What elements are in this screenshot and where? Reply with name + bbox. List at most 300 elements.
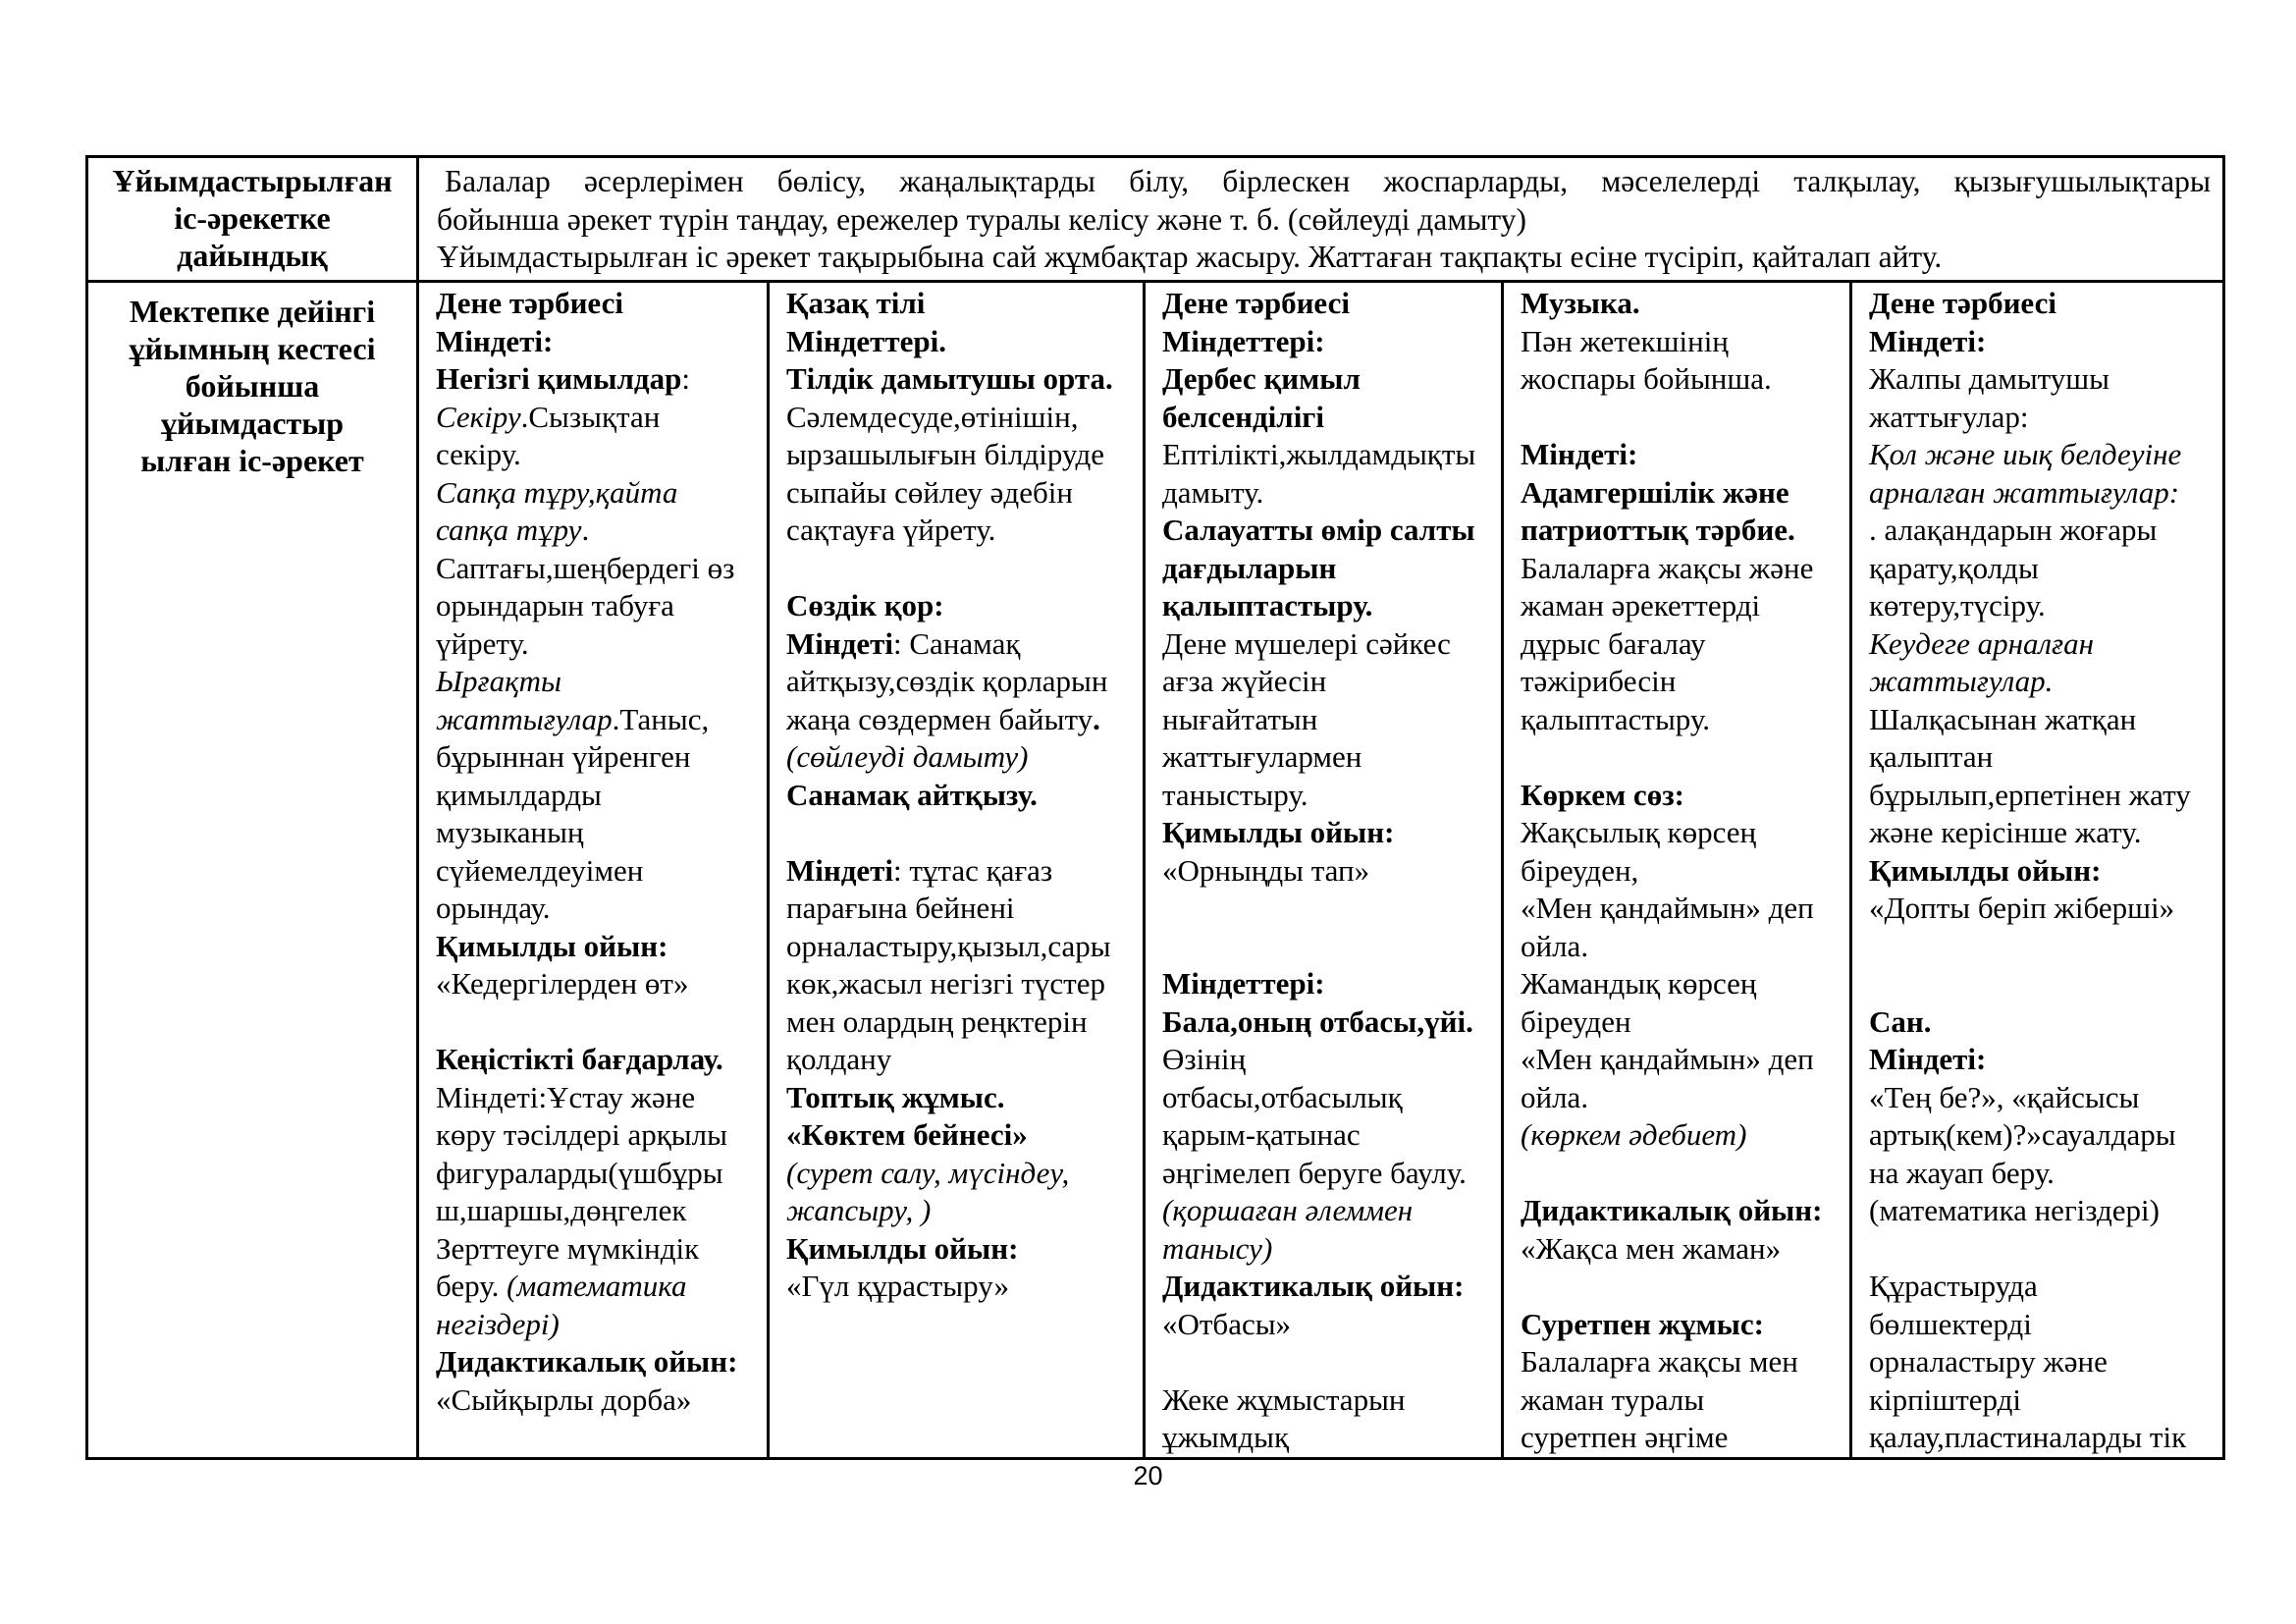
header-line: ұйымдастыр bbox=[160, 406, 345, 441]
cell-line bbox=[786, 852, 1139, 891]
cell-line bbox=[1162, 1116, 1497, 1155]
cell-text: Міндеті: bbox=[1521, 437, 1638, 471]
cell-line bbox=[1869, 360, 2218, 399]
day-column-2 bbox=[769, 282, 1145, 1459]
cell-text: «Жақса мен жаман» bbox=[1521, 1230, 1782, 1266]
day-column-3 bbox=[1145, 282, 1503, 1459]
cell-text: Жақсылық көрсең bbox=[1521, 815, 1757, 849]
cell-line bbox=[1869, 436, 2218, 474]
cell-text: ағза жүйесін bbox=[1162, 664, 1327, 698]
cell-line bbox=[1521, 474, 1845, 513]
cell-text: Балаларға жақсы мен bbox=[1521, 1344, 1798, 1379]
cell-text: Құрастыруда bbox=[1869, 1269, 2038, 1303]
cell-line bbox=[786, 928, 1139, 966]
cell-line bbox=[786, 965, 1139, 1003]
cell-text: дамыту. bbox=[1162, 474, 1264, 510]
cell-text: Балаларға жақсы және bbox=[1521, 550, 1814, 585]
cell-line bbox=[786, 625, 1139, 664]
cell-line bbox=[1521, 814, 1845, 852]
cell-line bbox=[1521, 1003, 1845, 1042]
header-line: Ұйымдастырылған bbox=[112, 163, 393, 198]
cell-line bbox=[786, 701, 1139, 739]
cell-text: (сөйлеуді дамыту) bbox=[786, 739, 1029, 774]
cell-text: және керісінше жату. bbox=[1869, 815, 2142, 849]
cell-line bbox=[436, 814, 763, 852]
cell-line bbox=[1162, 852, 1497, 891]
cell-text: Дене тәрбиесі bbox=[436, 286, 623, 320]
cell-line bbox=[436, 1192, 763, 1230]
cell-text: Міндеті: bbox=[1869, 323, 1987, 358]
cell-line bbox=[436, 777, 763, 815]
cell-text: (қоршаған әлеммен bbox=[1162, 1193, 1414, 1227]
cell-text: «Отбасы» bbox=[1162, 1306, 1292, 1341]
cell-line bbox=[1162, 814, 1497, 852]
cell-text: ш,шаршы,дөңгелек bbox=[436, 1193, 687, 1227]
cell-text: жапсыру, ) bbox=[786, 1193, 932, 1227]
cell-line bbox=[786, 738, 1139, 777]
cell-line bbox=[786, 1268, 1139, 1306]
cell-text: жаңа сөздермен байыту bbox=[786, 701, 1094, 736]
cell-line bbox=[786, 323, 1139, 361]
cell-text: Міндеті: bbox=[1869, 1042, 1987, 1076]
cell-line bbox=[786, 777, 1139, 815]
cell-line bbox=[1162, 777, 1497, 815]
cell-text: : Санамақ bbox=[893, 625, 1021, 661]
cell-line bbox=[786, 1116, 1139, 1155]
cell-text: Дидактикалық ойын: bbox=[1521, 1193, 1823, 1227]
cell-line bbox=[1162, 587, 1497, 625]
cell-line bbox=[1521, 436, 1845, 474]
cell-line bbox=[1869, 1268, 2218, 1306]
header-line: бойынша bbox=[185, 368, 320, 404]
cell-line bbox=[1162, 890, 1497, 928]
cell-text: танысу) bbox=[1162, 1230, 1273, 1266]
header-line: іс-әрекетке bbox=[174, 200, 331, 236]
cell-text: артық(кем)?»сауалдары bbox=[1869, 1117, 2176, 1152]
cell-line bbox=[1869, 663, 2218, 701]
cell-line bbox=[1521, 965, 1845, 1003]
cell-text: қарату,қолды bbox=[1869, 550, 2039, 585]
cell-text: бөлшектерді bbox=[1869, 1306, 2032, 1341]
cell-text: біреуден, bbox=[1521, 852, 1639, 888]
cell-text: Кеңістікті бағдарлау. bbox=[436, 1042, 723, 1076]
cell-text: сүйемелдеуімен bbox=[436, 852, 644, 888]
cell-line bbox=[1521, 285, 1845, 323]
cell-text: үйрету. bbox=[436, 625, 529, 661]
cell-text: қимылдарды bbox=[436, 777, 602, 812]
cell-text: Кеудеге арналған bbox=[1869, 625, 2095, 661]
cell-text: жаттығулар bbox=[436, 701, 613, 736]
cell-line bbox=[1869, 1155, 2218, 1193]
cell-line bbox=[1162, 1041, 1497, 1079]
cell-line bbox=[1869, 1041, 2218, 1079]
cell-line bbox=[1521, 1343, 1845, 1381]
cell-text: отбасы,отбасылық bbox=[1162, 1079, 1403, 1114]
cell-text: . алақандарын жоғары bbox=[1869, 513, 2158, 547]
cell-text: «Тең бе?», «қайсысы bbox=[1869, 1079, 2140, 1114]
cell-line bbox=[436, 625, 763, 664]
cell-line bbox=[1162, 323, 1497, 361]
cell-text: жаттығулар. bbox=[1869, 664, 2054, 698]
cell-text: бұрылып,ерпетінен жату bbox=[1869, 777, 2191, 812]
cell-text: (математика bbox=[507, 1269, 687, 1303]
day-column-5 bbox=[1851, 282, 2224, 1459]
cell-line bbox=[1521, 1419, 1845, 1457]
cell-text: Дидактикалық ойын: bbox=[436, 1344, 738, 1379]
cell-text: Дене тәрбиесі bbox=[1869, 286, 2056, 320]
cell-text: сапқа тұру bbox=[436, 513, 582, 547]
cell-text: секіру. bbox=[436, 437, 521, 471]
cell-line bbox=[1521, 1116, 1845, 1155]
cell-text: кірпіштерді bbox=[1869, 1381, 2022, 1417]
cell-line bbox=[1521, 399, 1845, 437]
cell-line bbox=[1521, 701, 1845, 739]
cell-text: : bbox=[681, 361, 690, 396]
cell-line bbox=[1869, 1079, 2218, 1117]
cell-line bbox=[1521, 1041, 1845, 1079]
cell-line bbox=[1869, 1381, 2218, 1420]
cell-text: Қол және иық белдеуіне bbox=[1869, 437, 2182, 471]
cell-line bbox=[1869, 1192, 2218, 1230]
cell-text: (математика негіздері) bbox=[1869, 1193, 2160, 1227]
cell-text: на жауап беру. bbox=[1869, 1155, 2055, 1190]
cell-text: Дидактикалық ойын: bbox=[1162, 1269, 1465, 1303]
header-line: ұйымның кестесі bbox=[129, 331, 376, 366]
cell-line bbox=[1521, 1268, 1845, 1306]
cell-line bbox=[1162, 285, 1497, 323]
cell-line bbox=[436, 1003, 763, 1042]
cell-line bbox=[1162, 360, 1497, 399]
cell-text: Міндеттері: bbox=[1162, 323, 1325, 358]
cell-text: суретпен әңгіме bbox=[1521, 1420, 1729, 1454]
cell-line bbox=[436, 1306, 763, 1344]
cell-line bbox=[436, 550, 763, 588]
cell-line bbox=[1869, 777, 2218, 815]
cell-line bbox=[1521, 1306, 1845, 1344]
cell-line bbox=[436, 663, 763, 701]
cell-line bbox=[1869, 512, 2218, 550]
cell-text: Саптағы,шеңбердегі өз bbox=[436, 550, 735, 585]
preparation-line: бойынша әрекет түрін таңдау, ережелер туралы келісу және т. б. (сөйлеуді дамыту) bbox=[437, 201, 1527, 237]
cell-line bbox=[1869, 587, 2218, 625]
cell-line bbox=[786, 360, 1139, 399]
cell-text: : тұтас қағаз bbox=[893, 852, 1053, 888]
cell-line bbox=[1521, 360, 1845, 399]
cell-text: Қимылды ойын: bbox=[786, 1230, 1019, 1266]
cell-line bbox=[436, 436, 763, 474]
cell-text: Топтық жұмыс. bbox=[786, 1079, 1005, 1114]
cell-text: . bbox=[1093, 701, 1100, 736]
cell-text: сыпайы сөйлеу әдебін bbox=[786, 474, 1073, 510]
preparation-text bbox=[418, 157, 2224, 282]
cell-text: «Мен қандаймын» деп bbox=[1521, 891, 1814, 925]
cell-text: белсенділігі bbox=[1162, 399, 1324, 434]
cell-line bbox=[1162, 512, 1497, 550]
cell-text: (сурет салу, мүсіндеу, bbox=[786, 1155, 1070, 1190]
cell-line bbox=[436, 890, 763, 928]
cell-text: «Көктем бейнесі» bbox=[786, 1117, 1028, 1152]
cell-text: негіздері) bbox=[436, 1306, 560, 1341]
cell-text: Көркем сөз: bbox=[1521, 777, 1684, 812]
cell-line bbox=[1869, 738, 2218, 777]
cell-line bbox=[1162, 1268, 1497, 1306]
cell-text: Суретпен жұмыс: bbox=[1521, 1306, 1764, 1341]
cell-line bbox=[786, 1079, 1139, 1117]
cell-text: орналастыру,қызыл,сары bbox=[786, 928, 1111, 963]
cell-line bbox=[1869, 1306, 2218, 1344]
cell-line bbox=[1521, 625, 1845, 664]
cell-line bbox=[1162, 1343, 1497, 1381]
cell-line bbox=[1521, 1192, 1845, 1230]
cell-line bbox=[436, 928, 763, 966]
cell-line bbox=[436, 474, 763, 513]
cell-line bbox=[1521, 1230, 1845, 1269]
cell-line bbox=[1162, 663, 1497, 701]
cell-line bbox=[1869, 399, 2218, 437]
cell-text: Міндеті bbox=[786, 852, 894, 888]
cell-line bbox=[786, 1230, 1139, 1269]
header-line: Мектепке дейінгі bbox=[129, 294, 376, 329]
cell-text: Музыка. bbox=[1521, 286, 1640, 320]
cell-line bbox=[786, 1041, 1139, 1079]
cell-text: таныстыру. bbox=[1162, 777, 1308, 812]
cell-line bbox=[1521, 777, 1845, 815]
cell-line bbox=[786, 436, 1139, 474]
cell-text: ойла. bbox=[1521, 1079, 1589, 1114]
cell-line bbox=[1162, 701, 1497, 739]
cell-line bbox=[786, 890, 1139, 928]
cell-text: ойла. bbox=[1521, 928, 1589, 963]
cell-line bbox=[436, 701, 763, 739]
cell-line bbox=[786, 1003, 1139, 1042]
cell-text: Сөздік қор: bbox=[786, 588, 944, 623]
cell-line bbox=[1521, 587, 1845, 625]
cell-line bbox=[786, 587, 1139, 625]
cell-text: Тілдік дамытушы орта. bbox=[786, 361, 1113, 396]
cell-line bbox=[1162, 1381, 1497, 1420]
cell-text: Міндеттері: bbox=[1162, 966, 1325, 1001]
cell-line bbox=[1162, 928, 1497, 966]
cell-text: сақтауға үйрету. bbox=[786, 513, 996, 547]
cell-line bbox=[1869, 1419, 2218, 1457]
cell-line bbox=[1521, 1381, 1845, 1420]
cell-line bbox=[1162, 399, 1497, 437]
cell-text: «Мен қандаймын» деп bbox=[1521, 1042, 1814, 1076]
cell-line bbox=[1869, 1116, 2218, 1155]
cell-line bbox=[1162, 625, 1497, 664]
cell-text: бұрыннан үйренген bbox=[436, 739, 691, 774]
cell-text: «Орныңды тап» bbox=[1162, 852, 1370, 888]
cell-text: Адамгершілік және bbox=[1521, 474, 1789, 510]
cell-text: Дене мүшелері сәйкес bbox=[1162, 625, 1451, 661]
cell-text: «Допты беріп жіберші» bbox=[1869, 891, 2175, 925]
cell-line bbox=[1162, 1306, 1497, 1344]
cell-text: біреуден bbox=[1521, 1003, 1631, 1039]
cell-line bbox=[1521, 928, 1845, 966]
cell-text: қалыптастыру. bbox=[1521, 701, 1711, 736]
cell-text: Міндеті: bbox=[436, 323, 554, 358]
day-column-1 bbox=[418, 282, 769, 1459]
preparation-line: Балалар әсерлерімен бөлісу, жаңалықтарды білу, бірлескен жоспарларды, мәселелерді талқылау, қызығушылықтары bbox=[445, 164, 2212, 198]
cell-text: көру тәсілдері арқылы bbox=[436, 1117, 727, 1152]
cell-text: көк,жасыл негізгі түстер bbox=[786, 966, 1105, 1001]
cell-text: айтқызу,сөздік қорларын bbox=[786, 664, 1108, 698]
cell-text: Міндеттері. bbox=[786, 323, 946, 358]
cell-line bbox=[1869, 474, 2218, 513]
cell-text: қалау,пластиналарды тік bbox=[1869, 1420, 2187, 1454]
cell-text: жаман туралы bbox=[1521, 1381, 1705, 1417]
cell-line bbox=[436, 399, 763, 437]
cell-line bbox=[1521, 1079, 1845, 1117]
cell-line bbox=[1869, 625, 2218, 664]
cell-text: «Сыйқырлы дорба» bbox=[436, 1381, 692, 1417]
cell-text: «Гүл құрастыру» bbox=[786, 1269, 1009, 1303]
cell-line bbox=[1869, 701, 2218, 739]
cell-line bbox=[1162, 1079, 1497, 1117]
cell-line bbox=[436, 1079, 763, 1117]
cell-text: беру. bbox=[436, 1269, 507, 1303]
header-line: дайындық bbox=[177, 238, 328, 273]
cell-text: жаман әрекеттерді bbox=[1521, 588, 1761, 623]
cell-line bbox=[436, 1116, 763, 1155]
cell-line bbox=[1162, 550, 1497, 588]
cell-line bbox=[1521, 550, 1845, 588]
cell-line bbox=[436, 360, 763, 399]
cell-text: қалыптастыру. bbox=[1162, 588, 1373, 623]
cell-line bbox=[786, 1192, 1139, 1230]
cell-line bbox=[1162, 1230, 1497, 1269]
cell-line bbox=[1162, 474, 1497, 513]
cell-line bbox=[1521, 323, 1845, 361]
cell-text: Бала,оның отбасы,үйі. bbox=[1162, 1003, 1473, 1039]
cell-text: Сапқа тұру,қайта bbox=[436, 474, 678, 510]
cell-line bbox=[1869, 852, 2218, 891]
cell-line bbox=[436, 1230, 763, 1269]
cell-line bbox=[786, 512, 1139, 550]
cell-text: қарым-қатынас bbox=[1162, 1117, 1361, 1152]
cell-text: фигураларды(үшбұры bbox=[436, 1155, 723, 1190]
day-column-4 bbox=[1503, 282, 1851, 1459]
cell-line bbox=[1162, 1419, 1497, 1457]
cell-line bbox=[1869, 965, 2218, 1003]
cell-text: парағына бейнені bbox=[786, 891, 1015, 925]
lesson-plan-table bbox=[85, 155, 2225, 1460]
cell-line bbox=[436, 512, 763, 550]
cell-text: қолдану bbox=[786, 1042, 892, 1076]
cell-line bbox=[1162, 436, 1497, 474]
cell-line bbox=[1869, 1230, 2218, 1269]
cell-text: арналған жаттығулар: bbox=[1869, 474, 2180, 510]
cell-text: музыканың bbox=[436, 815, 584, 849]
cell-text: .Таныс, bbox=[612, 701, 710, 736]
cell-text: Салауатты өмір салты bbox=[1162, 513, 1475, 547]
cell-line bbox=[1521, 890, 1845, 928]
cell-line bbox=[436, 1041, 763, 1079]
cell-line bbox=[786, 550, 1139, 588]
cell-line bbox=[1521, 738, 1845, 777]
cell-text: Өзінің bbox=[1162, 1042, 1247, 1076]
cell-line bbox=[1869, 323, 2218, 361]
cell-text: Секіру bbox=[436, 399, 521, 434]
cell-line bbox=[786, 474, 1139, 513]
cell-text: қалыптан bbox=[1869, 739, 1994, 774]
cell-text: дағдыларын bbox=[1162, 550, 1337, 585]
cell-text: Міндеті:Ұстау және bbox=[436, 1079, 696, 1114]
cell-text: . bbox=[581, 513, 590, 547]
cell-line bbox=[436, 323, 763, 361]
cell-line bbox=[436, 1381, 763, 1420]
cell-line bbox=[436, 285, 763, 323]
cell-text: Шалқасынан жатқан bbox=[1869, 701, 2137, 736]
cell-text: Жеке жұмыстарын bbox=[1162, 1381, 1406, 1417]
cell-text: көтеру,түсіру. bbox=[1869, 588, 2046, 623]
cell-text: «Кедергілерден өт» bbox=[436, 966, 689, 1001]
cell-text: ұжымдық bbox=[1162, 1420, 1290, 1454]
cell-line bbox=[436, 852, 763, 891]
cell-text: Негізгі қимылдар bbox=[436, 361, 682, 396]
cell-text: патриоттық тәрбие. bbox=[1521, 513, 1795, 547]
cell-line bbox=[1521, 663, 1845, 701]
cell-text: (көркем әдебиет) bbox=[1521, 1117, 1747, 1152]
cell-line bbox=[1162, 1192, 1497, 1230]
cell-line bbox=[1521, 1155, 1845, 1193]
preparation-line: Ұйымдастырылған іс әрекет тақырыбына сай жұмбақтар жасыру. Жаттаған тақпақты есіне түсіріп, қайталап айту. bbox=[437, 240, 1943, 274]
cell-text: Дене тәрбиесі bbox=[1162, 286, 1350, 320]
schedule-row-header bbox=[87, 282, 418, 1459]
cell-text: Қимылды ойын: bbox=[1162, 815, 1395, 849]
cell-text: Ырғақты bbox=[436, 664, 562, 698]
cell-text: Пән жетекшінің bbox=[1521, 323, 1729, 358]
cell-text: Қимылды ойын: bbox=[436, 928, 668, 963]
cell-line bbox=[436, 587, 763, 625]
cell-line bbox=[786, 399, 1139, 437]
cell-line bbox=[436, 1343, 763, 1381]
cell-text: Қимылды ойын: bbox=[1869, 852, 2102, 888]
cell-line bbox=[436, 738, 763, 777]
cell-line bbox=[1521, 512, 1845, 550]
cell-line bbox=[1869, 285, 2218, 323]
cell-line bbox=[1521, 852, 1845, 891]
cell-line bbox=[786, 285, 1139, 323]
cell-line bbox=[436, 965, 763, 1003]
cell-text: ырзашылығын білдіруде bbox=[786, 437, 1105, 471]
preparation-row-header bbox=[87, 157, 418, 282]
cell-text: Дербес қимыл bbox=[1162, 361, 1361, 396]
cell-line bbox=[1869, 550, 2218, 588]
header-line: ылған іс-әрекет bbox=[140, 443, 364, 478]
cell-text: Жалпы дамытушы bbox=[1869, 361, 2109, 396]
cell-text: .Сызықтан bbox=[520, 399, 661, 434]
cell-text: орналастыру және bbox=[1869, 1344, 2108, 1379]
schedule-row bbox=[87, 282, 2224, 1459]
page-number: 20 bbox=[1133, 1461, 1163, 1490]
cell-line bbox=[1869, 1003, 2218, 1042]
cell-line bbox=[786, 663, 1139, 701]
cell-text: тәжірибесін bbox=[1521, 664, 1677, 698]
preparation-row bbox=[87, 157, 2224, 282]
cell-text: мен олардың реңктерін bbox=[786, 1003, 1088, 1039]
cell-line bbox=[1162, 1155, 1497, 1193]
cell-line bbox=[1869, 928, 2218, 966]
cell-line bbox=[1162, 965, 1497, 1003]
cell-line bbox=[436, 1155, 763, 1193]
cell-text: жаттығулармен bbox=[1162, 739, 1362, 774]
cell-line bbox=[1162, 1003, 1497, 1042]
cell-text: нығайтатын bbox=[1162, 701, 1318, 736]
cell-text: дұрыс бағалау bbox=[1521, 625, 1706, 661]
cell-line bbox=[786, 814, 1139, 852]
cell-text: Ептілікті,жылдамдықты bbox=[1162, 437, 1476, 471]
